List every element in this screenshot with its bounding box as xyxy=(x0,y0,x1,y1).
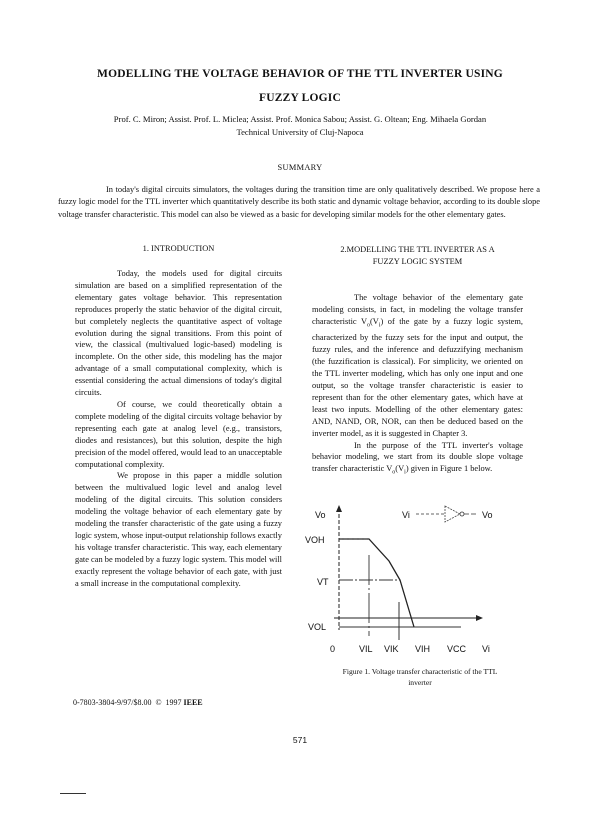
figure-caption-line-2: inverter xyxy=(408,677,432,687)
section-1-body xyxy=(75,268,282,589)
affiliation: Technical University of Cluj-Napoca xyxy=(236,127,364,137)
paper-title xyxy=(40,62,560,110)
x-tick-vih: VIH xyxy=(415,644,431,654)
inverter-input-label: Vi xyxy=(402,510,410,520)
x-tick-vik: VIK xyxy=(384,644,399,654)
y-tick-voh: VOH xyxy=(305,535,325,545)
copyright-notice xyxy=(73,698,203,707)
abstract-text: In today's digital circuits simulators, the voltages during the transition time are only qualitatively described. We propose here a fuzzy logic model for the TTL inverter which quantitatively describe its both static and dynamic voltage behavior, according to its double slope voltage transfer characteristic. This model can also be viewed as a basic for developing similar models for the other elementary gates. xyxy=(58,185,540,219)
y-axis-label: Vo xyxy=(315,510,326,520)
inverter-triangle-icon xyxy=(445,506,460,522)
origin-label: 0 xyxy=(330,644,336,654)
inverter-output-label: Vo xyxy=(482,510,493,520)
section-1-heading: 1. INTRODUCTION xyxy=(142,244,215,253)
x-axis-label: Vi xyxy=(482,644,490,654)
y-tick-vol: VOL xyxy=(308,622,327,632)
figure-transfer-characteristic xyxy=(300,500,540,654)
author-block xyxy=(40,113,560,139)
y-tick-vt: VT xyxy=(317,577,329,587)
paragraph: In the purpose of the TTL inverter's voltage behavior modeling, we start from its double slope voltage transfer characteristic $V_o(V_i)$ given in Figure 1 below. xyxy=(312,440,523,477)
summary-heading: SUMMARY xyxy=(277,163,323,172)
abstract xyxy=(58,184,540,221)
y-axis-arrow xyxy=(336,505,342,512)
paragraph: Of course, we could theoretically obtain a complete modeling of the digital circuits voltage behavior by representing each gate at analog level (e.g., transistors, diodes and resistances), but this solution, despite the high precision of the model offered, would lead to an unacceptable computational complexity. xyxy=(75,399,282,469)
x-tick-vcc: VCC xyxy=(447,644,467,654)
paragraph: Today, the models used for digital circuits simulation are based on a simplified representation of the elementary gates voltage behavior. This representation reproduces properly the static behavior of the digital circuit, but completely neglects the quantitative aspect of voltage evolution during the signal transitions. From this point of view, the classical (multivalued logic-based) modeling is incomplete. On the other side, this modeling has the major advantage of a small computational complexity, which is essential considering the actual dimensions of today's digital circuits. xyxy=(75,269,282,398)
transfer-curve xyxy=(339,539,414,627)
x-axis-arrow xyxy=(476,615,483,621)
ieee-logo: IEEE xyxy=(183,698,203,707)
inverter-bubble-icon xyxy=(460,512,464,516)
x-tick-vil: VIL xyxy=(359,644,373,654)
paragraph: The voltage behavior of the elementary gate modeling consists, in fact, in modeling the voltage transfer characteristic $V_o(V_i)$ of the gate by a fuzzy logic system, characterized by the fuzzy sets for the input and output, the fuzzy rules, and the inference and defuzzifying mechanism (the fuzzification is classical). For simplicity, we oriented on the TTL inverter modeling, which has only one input and one output, so the voltage transfer characteristic is easier to represent than for the other elementary gates, which have at least two inputs. Modelling of the other elementary gates: AND, NAND, OR, NOR, can then be deduced based on the inverter model, as it is suggested in Chapter 3. xyxy=(312,293,523,438)
paragraph: We propose in this paper a middle solution between the multivalued logic level and analog level modeling of the digital circuits. This solution considers modeling the voltage behavior of each elementary gate by modeling the transfer characteristic of the gate using a fuzzy logic system, whose input-output relationship follows exactly his voltage transfer characteristic. This way, each elementary gate can be modeled by a fuzzy logic system. This model will exactly represent the voltage behavior of each gate, with just a small increase in the computational complexity. xyxy=(75,471,282,588)
section-2-body xyxy=(312,292,523,480)
copyright-text: 0-7803-3804-9/97/$8.00 © 1997 xyxy=(73,698,184,707)
title-line-2: FUZZY LOGIC xyxy=(259,92,341,104)
section-2-heading-line-2: FUZZY LOGIC SYSTEM xyxy=(372,257,463,266)
section-2-heading xyxy=(312,244,523,268)
title-line-1: MODELLING THE VOLTAGE BEHAVIOR OF THE TTL INVERTER USING xyxy=(97,68,503,80)
scan-mark xyxy=(60,793,86,795)
page-number: 571 xyxy=(292,735,308,745)
authors: Prof. C. Miron; Assist. Prof. L. Miclea; Assist. Prof. Monica Sabou; Assist. G. Oltean; Eng. Mihaela Gordan xyxy=(113,114,487,124)
figure-caption-line-1: Figure 1. Voltage transfer characteristic of the TTL xyxy=(342,667,498,676)
figure-caption xyxy=(300,667,540,688)
section-2-heading-line-1: 2.MODELLING THE TTL INVERTER AS A xyxy=(340,245,495,254)
